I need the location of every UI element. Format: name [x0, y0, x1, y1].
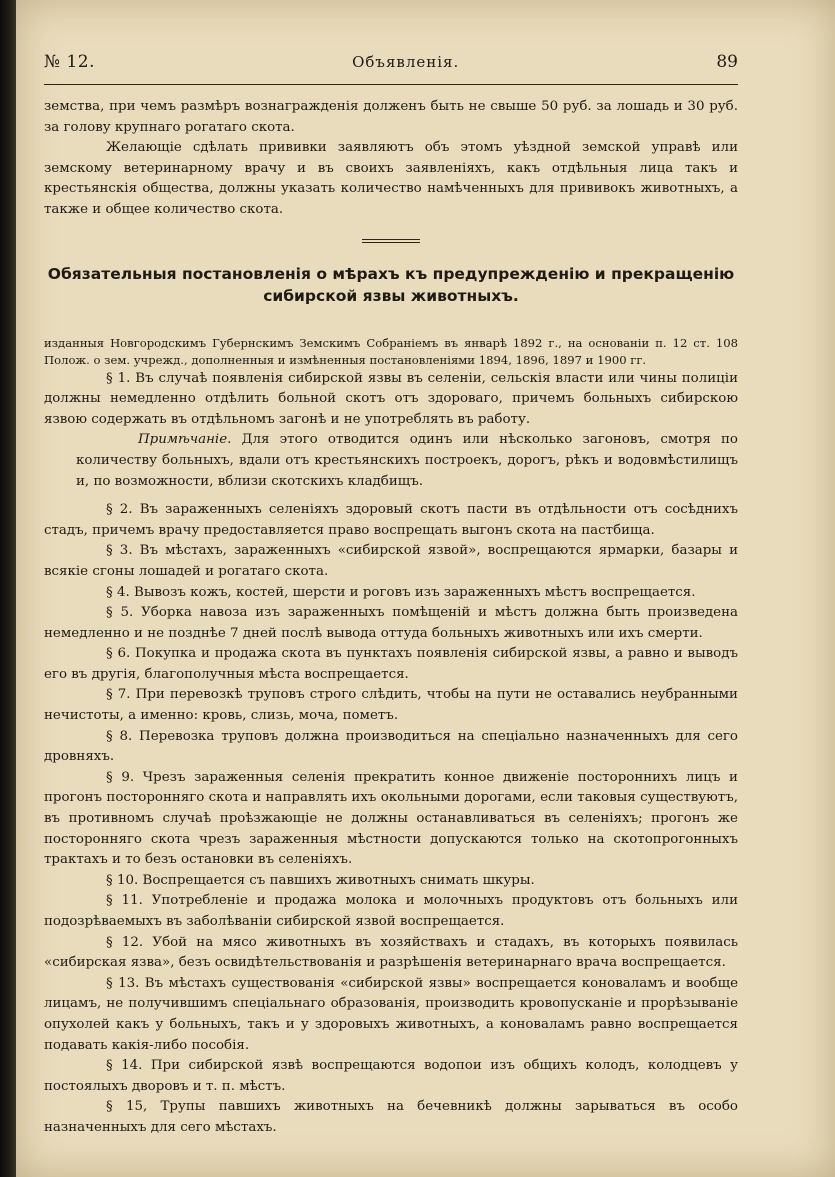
running-header: [44, 52, 738, 80]
note-label: Примѣчаніе.: [138, 432, 232, 448]
page-number: 89: [716, 52, 738, 72]
note-paragraph: [44, 430, 738, 492]
section-11: § 11. Употребленіе и продажа молока и молочныхъ продуктовъ отъ больныхъ или подозрѣваемыхъ въ заболѣваніи сибирской язвой воспрещается.: [44, 893, 738, 929]
scanned-page: [16, 0, 835, 1177]
section-10: § 10. Воспрещается съ павшихъ животныхъ снимать шкуры.: [106, 872, 535, 888]
continued-paragraph: земства, при чемъ размѣръ вознагражденія долженъ быть не свыше 50 руб. за лошадь и 30 руб. за голову крупнаго рогатаго скота.: [44, 99, 738, 135]
section-5: § 5. Уборка навоза изъ зараженныхъ помѣщеній и мѣстъ должна быть произведена немедленно и не позднѣе 7 дней послѣ вывода оттуда больныхъ животныхъ или ихъ смерти.: [44, 605, 738, 641]
section-title: Объявленія.: [352, 53, 460, 71]
section-13: § 13. Въ мѣстахъ существованія «сибирской язвы» воспрещается коноваламъ и вообще лицамъ, не получившимъ спеціальнаго образованія, производить кровопусканіе и прорѣзываніе опухолей какъ у больныхъ, такъ и у здоровыхъ животныхъ, а коноваламъ равно воспрещается подавать какія-либо пособія.: [44, 975, 738, 1053]
page-content: [44, 52, 738, 1139]
book-binding-edge: [0, 0, 16, 1177]
section-2: § 2. Въ зараженныхъ селеніяхъ здоровый скотъ пасти въ отдѣльности отъ сосѣднихъ стадъ, причемъ врачу предоставляется право воспрещать выгонъ скота на пастбища.: [44, 502, 738, 538]
vaccination-paragraph: Желающіе сдѣлать прививки заявляютъ объ этомъ уѣздной земской управѣ или земскому ветеринарному врачу и въ своихъ заявленіяхъ, какъ отдѣльныя лица такъ и крестьянскія общества, должны указать количество намѣченныхъ для прививокъ животныхъ, а также и общее количество скота.: [44, 140, 738, 217]
issue-number: № 12.: [44, 52, 96, 72]
section-1: § 1. Въ случаѣ появленія сибирской язвы въ селеніи, сельскія власти или чины полиціи должны немедленно отдѣлить больной скотъ отъ здороваго, причемъ больныхъ сибирскою язвою содержать въ отдѣльномъ загонѣ и не употреблять въ работу.: [44, 370, 738, 427]
section-14: § 14. При сибирской язвѣ воспрещаются водопои изъ общихъ колодъ, колодцевъ у постоялыхъ дворовъ и т. п. мѣстъ.: [44, 1058, 738, 1094]
header-rule: [44, 84, 738, 85]
section-6: § 6. Покупка и продажа скота въ пунктахъ появленія сибирской язвы, а равно и выводъ его въ другія, благополучныя мѣста воспрещается.: [44, 646, 738, 682]
section-9: § 9. Чрезъ зараженныя селенія прекратить конное движеніе постороннихъ лицъ и прогонъ посторонняго скота и направлять ихъ окольными дорогами, если таковыя существуютъ, въ противномъ случаѣ проѣзжающіе не должны останавливаться въ селеніяхъ; прогонъ же посторонняго скота чрезъ зараженныя мѣстности допускаются только на скотопрогонныхъ трактахъ и то безъ остановки въ селеніяхъ.: [44, 769, 738, 868]
article-preamble: изданныя Новгородскимъ Губернскимъ Земскимъ Собраніемъ въ январѣ 1892 г., на основаніи п. 12 ст. 108 Полож. о зем. учрежд., дополненныя и измѣненныя постановленіями 1894, 1896, 1897 и 1900 гг.: [44, 335, 738, 367]
article-title: Обязательныя постановленія о мѣрахъ къ предупрежденію и прекращенію сибирской язвы животныхъ.: [47, 264, 735, 305]
section-3: § 3. Въ мѣстахъ, зараженныхъ «сибирской язвой», воспрещаются ярмарки, базары и всякіе сгоны лошадей и рогатаго скота.: [44, 543, 738, 579]
section-8: § 8. Перевозка труповъ должна производиться на спеціально назначенныхъ для сего дровняхъ.: [44, 728, 738, 765]
section-separator: [362, 239, 420, 243]
section-4: § 4. Вывозъ кожъ, костей, шерсти и роговъ изъ зараженныхъ мѣстъ воспрещается.: [106, 584, 696, 600]
note-text: Для этого отводится одинъ или нѣсколько загоновъ, смотря по количеству больныхъ, вдали отъ крестьянскихъ построекъ, дорогъ, рѣкъ и водовмѣстилищъ и, по возможности, вблизи скотскихъ кладбищъ.: [76, 432, 738, 489]
section-7: § 7. При перевозкѣ труповъ строго слѣдить, чтобы на пути не оставались неубранными нечистоты, а именно: кровь, слизь, моча, пометъ.: [44, 687, 738, 724]
section-15: § 15, Трупы павшихъ животныхъ на бечевникѣ должны зарываться въ особо назначенныхъ для сего мѣстахъ.: [44, 1099, 738, 1135]
section-12: § 12. Убой на мясо животныхъ въ хозяйствахъ и стадахъ, въ которыхъ появилась «сибирская язва», безъ освидѣтельствованія и разрѣшенія ветеринарнаго врача воспрещается.: [44, 934, 738, 971]
